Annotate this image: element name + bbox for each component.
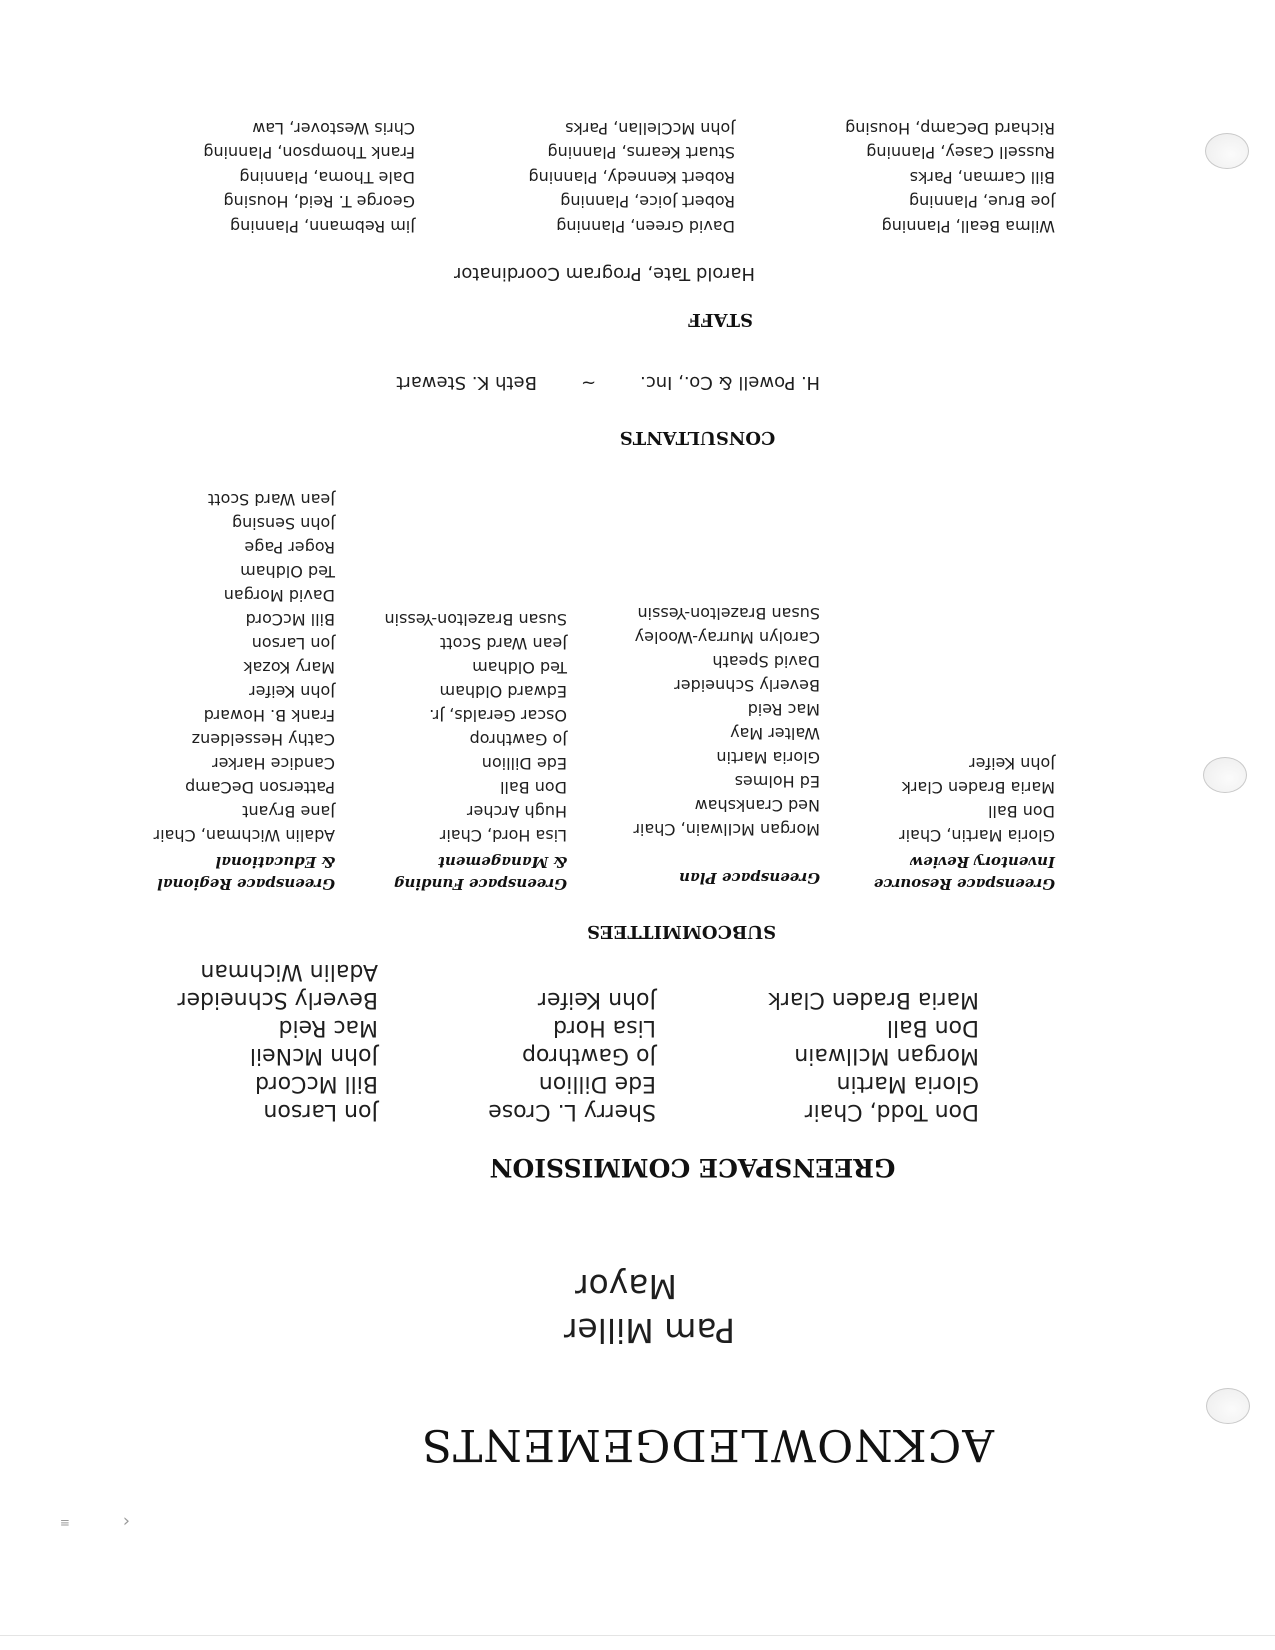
subcommittee-member: Jean Ward Scott (207, 490, 335, 509)
subcommittee-member: John Keifer (969, 754, 1055, 773)
scan-edge-line (0, 1635, 1275, 1636)
subcommittee-member: Jane Bryant (242, 802, 335, 821)
subcommittee-member: Susan Brazelton-Yessin (637, 604, 820, 623)
subcommittee-member: Jean Ward Scott (439, 634, 567, 653)
page-title: ACKNOWLEDGEMENTS (420, 1419, 995, 1470)
consultants-heading: CONSULTANTS (619, 427, 776, 448)
subcommittee-member: Don Ball (987, 802, 1055, 821)
staff-column-3 (203, 116, 415, 239)
commission-column-3 (178, 957, 379, 1125)
subcommittee-title (384, 851, 567, 895)
commission-heading: GREENSPACE COMMISSION (489, 1153, 896, 1182)
staff-member: Bill Carman, Parks (909, 168, 1055, 187)
staff-member: John McClellan, Parks (565, 119, 735, 138)
subcommittee-title (633, 867, 820, 889)
subcommittee-member: Lisa Hord, Chair (439, 826, 567, 845)
subcommittee-member: Hugh Archer (466, 802, 567, 821)
subcommittee-member: Susan Brazelton-Yessin (384, 610, 567, 629)
subcommittee-member: David Speath (712, 652, 820, 671)
subcommittee-member: Candice Harker (212, 754, 335, 773)
commission-member: John Keifer (537, 987, 656, 1012)
commission-member: Morgan McIlwain (794, 1043, 979, 1068)
subcommittee-member: Bill McCord (245, 610, 335, 629)
subcommittee-member: David Morgan (223, 586, 335, 605)
subcommittee-title-line: Inventory Review (910, 853, 1055, 871)
commission-member: Lisa Hord (553, 1015, 656, 1040)
staff-member: Joe Brue, Planning (908, 192, 1055, 212)
subcommittee-member: Gloria Martin (716, 748, 820, 767)
subcommittee-member: Mary Kozak (243, 658, 335, 677)
consultant-separator: ~ (580, 372, 597, 393)
subcommittee-title-line: Greenspace Resource (873, 875, 1055, 893)
subcommittee-member: Jo Gawthrop (469, 730, 567, 749)
staff-member: Russell Casey, Planning (866, 143, 1055, 163)
subcommittee-title-line: Greenspace Plan (679, 869, 820, 887)
binder-hole-middle (1203, 757, 1247, 793)
staff-heading: STAFF (688, 309, 753, 330)
subcommittee-member: Patterson DeCamp (185, 778, 335, 797)
commission-member: Gloria Martin (836, 1071, 979, 1096)
staff-member: Chris Westover, Law (252, 119, 415, 138)
commission-member: Beverly Schneider (177, 987, 378, 1012)
subcommittee-title-line: Greenspace Regional (157, 875, 335, 893)
subcommittee-title-line: Greenspace Funding (393, 875, 567, 893)
subcommittee-member: Beverly Schneider (674, 676, 820, 695)
consultants-line (396, 372, 820, 393)
consultant-individual: Beth K. Stewart (396, 372, 537, 393)
commission-column-1 (768, 985, 979, 1125)
subcommittee-member: Mac Reid (747, 700, 820, 719)
subcommittee-funding-management (384, 607, 567, 895)
staff-member: Frank Thompson, Planning (203, 143, 415, 163)
subcommittee-member: Adalin Wichman, Chair (153, 826, 335, 845)
subcommittee-member: Morgan McIlwain, Chair (633, 820, 820, 839)
subcommittee-member: Ed Holmes (734, 772, 820, 791)
commission-member: Maria Braden Clark (768, 987, 979, 1012)
scan-mark-dash: ≡ (59, 1516, 70, 1530)
scan-mark-check: ‹ (122, 1511, 130, 1532)
program-coordinator: Harold Tate, Program Coordinator (453, 263, 755, 284)
subcommittee-member: Ted Oldham (240, 562, 335, 581)
staff-column-2 (528, 116, 735, 239)
staff-member: Wilma Beall, Planning (881, 217, 1055, 236)
commission-member: Jon Larson (263, 1099, 378, 1124)
commission-member: Ede Dillion (538, 1071, 656, 1096)
subcommittee-member: Cathy Hesseldenz (191, 730, 335, 749)
commission-member: Sherry L. Crose (488, 1099, 656, 1124)
subcommittee-title-line: & Educational (215, 853, 335, 871)
staff-member: Robert Joice, Planning (560, 192, 735, 212)
subcommittee-title (874, 851, 1055, 895)
mayor-name: Pam Miller (563, 1311, 735, 1350)
staff-member: David Green, Planning (556, 217, 735, 236)
subcommittee-member: John Sensing (231, 514, 335, 533)
subcommittee-member: Edward Oldham (439, 682, 567, 701)
staff-member: Jim Rebmann, Planning (230, 217, 415, 236)
subcommittee-member: Ted Oldham (472, 658, 567, 677)
mayor-title: Mayor (575, 1267, 677, 1306)
subcommittee-title-line: & Management (438, 853, 567, 871)
staff-member: George T. Reid, Housing (223, 192, 415, 212)
subcommittee-resource-inventory (874, 751, 1055, 895)
staff-member: Richard DeCamp, Housing (845, 119, 1055, 138)
subcommittee-member: Jon Larson (251, 634, 335, 653)
subcommittee-member: Gloria Martin, Chair (899, 826, 1055, 845)
staff-member: Robert Kennedy, Planning (528, 168, 735, 187)
commission-member: Mac Reid (278, 1015, 378, 1040)
subcommittee-member: Oscar Geralds, Jr. (429, 706, 567, 725)
staff-member: Stuart Kearns, Planning (547, 143, 735, 163)
subcommittee-plan (633, 601, 820, 889)
commission-member: Jo Gawthrop (521, 1043, 656, 1068)
subcommittee-member: Don Ball (499, 778, 567, 797)
subcommittee-member: Ned Crankshaw (694, 796, 820, 815)
subcommittee-member: Roger Page (244, 538, 335, 557)
subcommittee-member: Frank B. Howard (203, 706, 335, 725)
commission-member: Don Ball (886, 1015, 979, 1040)
staff-member: Dale Thoma, Planning (239, 168, 415, 187)
subcommittee-member: Maria Braden Clark (901, 778, 1055, 797)
subcommittee-member: John Keifer (249, 682, 335, 701)
staff-column-1 (845, 116, 1055, 239)
subcommittee-member: Walter May (730, 724, 820, 743)
consultant-firm: H. Powell & Co., Inc. (640, 372, 820, 393)
commission-member: Don Todd, Chair (804, 1099, 979, 1124)
commission-member: Bill McCord (255, 1071, 378, 1096)
commission-column-2 (488, 985, 656, 1125)
commission-member: John McNeil (249, 1043, 378, 1068)
subcommittee-member: Ede Dillion (481, 754, 567, 773)
subcommittee-title (154, 851, 335, 895)
subcommittee-member: Carolyn Murray-Wooley (634, 628, 820, 647)
binder-hole-bottom (1205, 133, 1249, 169)
subcommittee-regional-educational (154, 487, 335, 895)
commission-member: Adalin Wichman (200, 959, 378, 984)
subcommittees-heading: SUBCOMMITTEES (586, 921, 777, 942)
